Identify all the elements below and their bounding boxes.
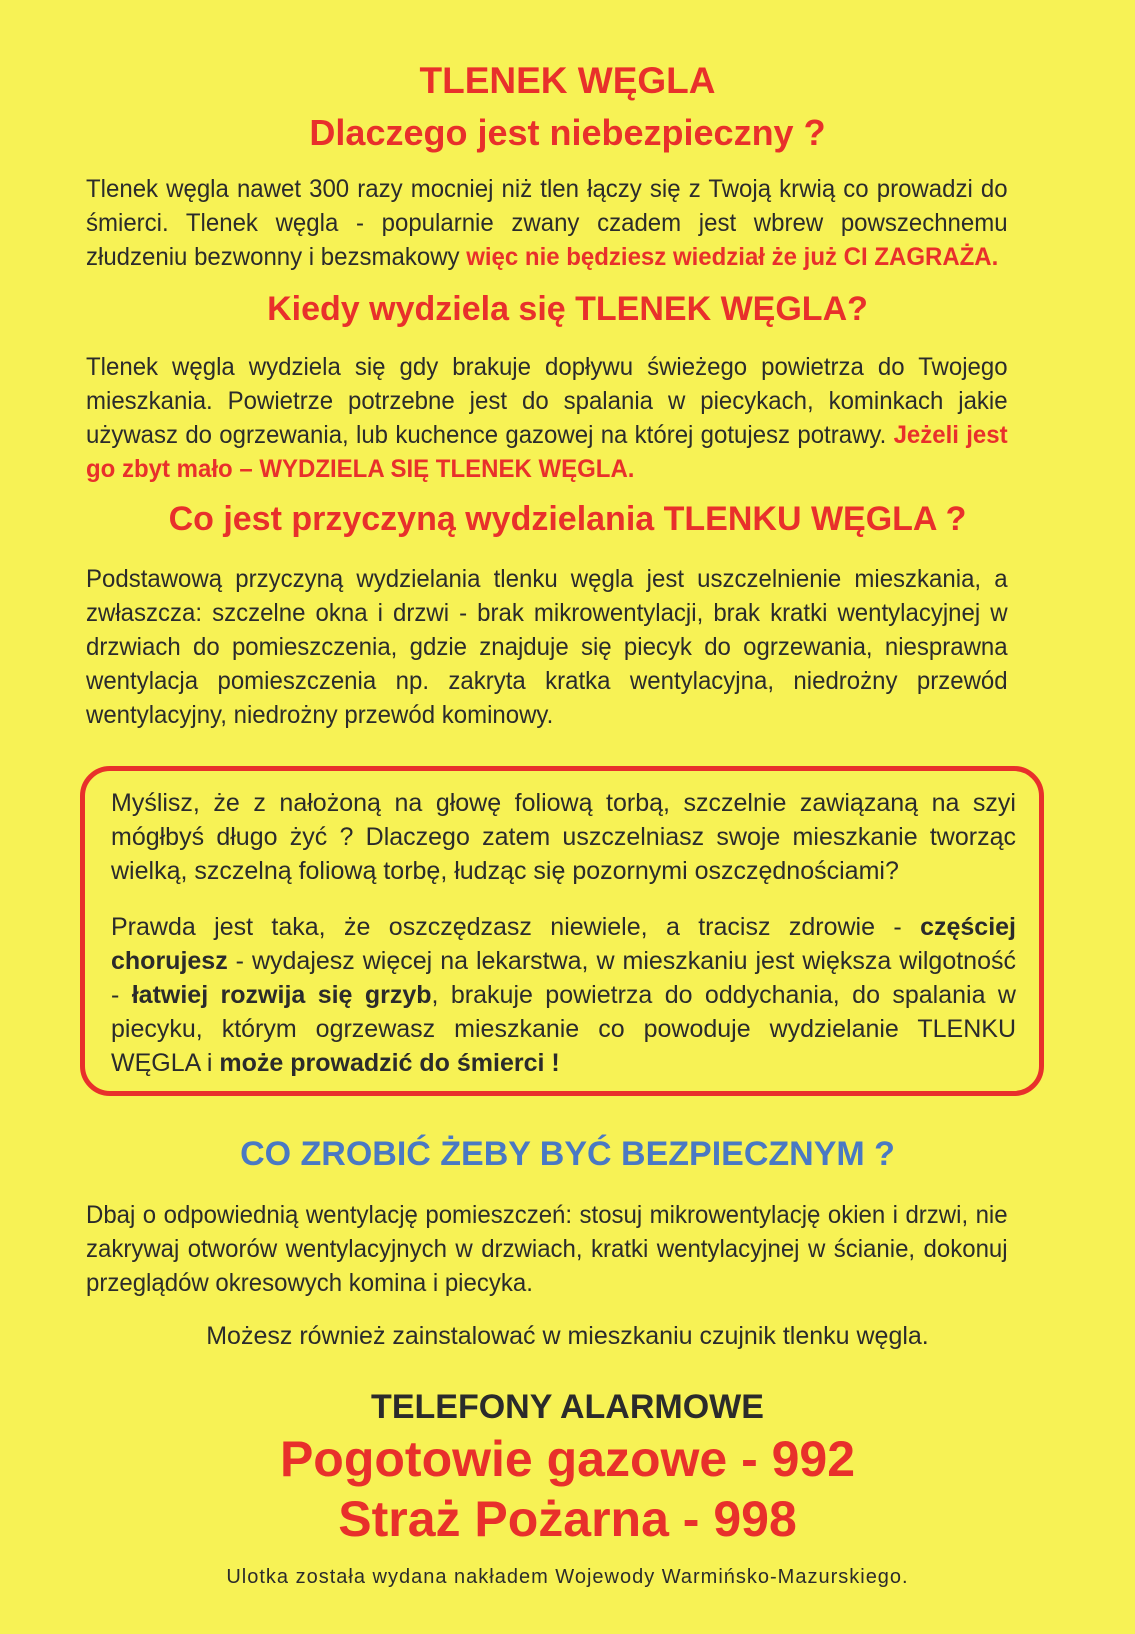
phones-heading: TELEFONY ALARMOWE — [371, 1388, 764, 1426]
section2-heading: Kiedy wydziela się TLENEK WĘGLA? — [267, 290, 868, 328]
warning-box-para2 — [111, 910, 1016, 1080]
box-text-e: , brakuje powietrza do oddychania, do spalania w piecyku, którym ogrzewasz mieszkanie co powoduje wydzielanie TLENKU WĘGLA i — [111, 981, 1016, 1077]
gas-emergency-number: Pogotowie gazowe - 992 — [279, 1431, 856, 1487]
main-title: TLENEK WĘGLA — [419, 60, 716, 101]
box-bold-fungus: łatwiej rozwija się grzyb — [131, 981, 432, 1009]
box-bold-death: może prowadzić do śmierci ! — [219, 1049, 560, 1077]
box-text-c: - wydajesz więcej na lekarstwa, w mieszkaniu jest większa wilgotność - — [111, 947, 1016, 1009]
warning-box-para1: Myślisz, że z nałożoną na głowę foliową torbą, szczelnie zawiązaną na szyi mógłbyś długo żyć ? Dlaczego zatem uszczelniasz swoje mieszkanie tworząc wielką, szczelną foliową torbę, łudząc się pozornymi oszczędnościami? — [111, 789, 1016, 885]
safety-heading: CO ZROBIĆ ŻEBY BYĆ BEZPIECZNYM ? — [240, 1135, 895, 1173]
detector-note: Możesz również zainstalować w mieszkaniu czujnik tlenku węgla. — [206, 1322, 929, 1350]
safety-paragraph: Dbaj o odpowiednią wentylację pomieszczeń: stosuj mikrowentylację okien i drzwi, nie zakrywaj otworów wentylacyjnych w drzwiach, kratki wentylacyjnej w ścianie, dokonuj przeglądów okresowych komina i piecyka. — [86, 1201, 1008, 1297]
footer-note: Ulotka została wydana nakładem Wojewody Warmińsko-Mazurskiego. — [226, 1566, 909, 1588]
fire-brigade-number: Straż Pożarna - 998 — [338, 1491, 797, 1547]
section2-paragraph — [86, 350, 1008, 486]
section3-paragraph: Podstawową przyczyną wydzielania tlenku węgla jest uszczelnienie mieszkania, a zwłaszcza: szczelne okna i drzwi - brak mikrowentylacji, brak kratki wentylacyjnej w drzwiach do pomieszczenia, gdzie znajduje się piecyk do ogrzewania, niesprawna wentylacja pomieszczenia np. zakryta kratka wentylacyjna, niedrożny przewód wentylacyjny, niedrożny przewód kominowy. — [86, 565, 1008, 729]
section1-paragraph — [86, 172, 1008, 274]
section1-text: Tlenek węgla nawet 300 razy mocniej niż tlen łączy się z Twoją krwią co prowadzi do śmierci. Tlenek węgla - popularnie zwany czadem jest wbrew powszechnemu złudzeniu bezwonny i bezsmakowy — [86, 175, 1008, 271]
subtitle: Dlaczego jest niebezpieczny ? — [309, 112, 826, 153]
section3-heading: Co jest przyczyną wydzielania TLENKU WĘGLA ? — [168, 500, 967, 538]
section2-text: Tlenek węgla wydziela się gdy brakuje dopływu świeżego powietrza do Twojego mieszkania. Powietrze potrzebne jest do spalania w piecykach, kominkach jakie używasz do ogrzewania, lub kuchence gazowej na której gotujesz potrawy. — [86, 353, 1008, 449]
box-text-a: Prawda jest taka, że oszczędzasz niewiele, a tracisz zdrowie - — [111, 913, 921, 941]
section2-highlight: Jeżeli jest go zbyt mało – WYDZIELA SIĘ TLENEK WĘGLA. — [86, 421, 1008, 483]
section1-highlight: więc nie będziesz wiedział że już CI ZAGRAŻA. — [466, 243, 999, 271]
box-bold-often-sick: częściej chorujesz — [111, 913, 1016, 975]
